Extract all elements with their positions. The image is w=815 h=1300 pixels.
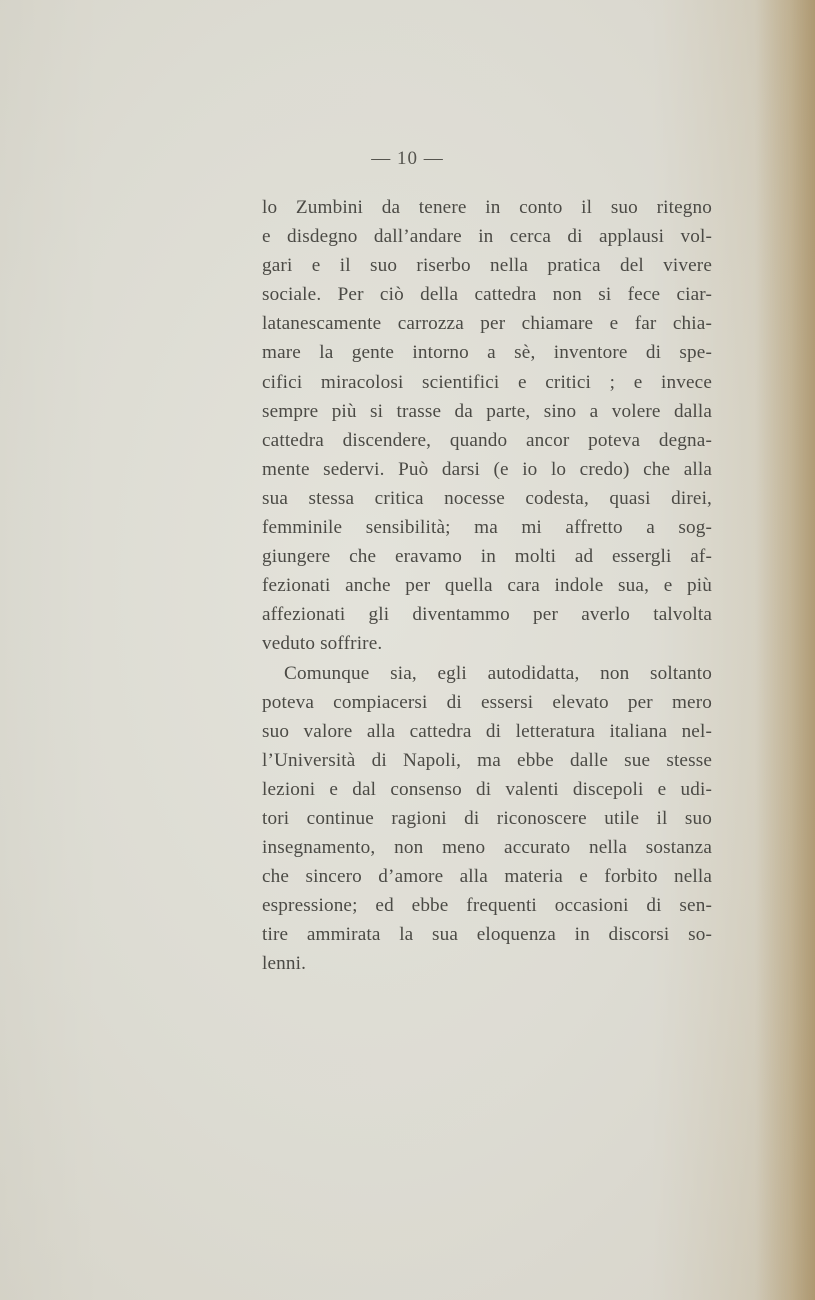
text-line: lo Zumbini da tenere in conto il suo ritegno xyxy=(262,197,712,218)
text-line: mente sedervi. Può darsi (e io lo credo) che alla xyxy=(262,458,712,480)
text-line: l’Università di Napoli, ma ebbe dalle sue stesse xyxy=(262,749,712,771)
text-line: cifici miracolosi scientifici e critici ; e invece xyxy=(262,371,712,393)
text-line: affezionati gli diventammo per averlo talvolta xyxy=(262,604,712,626)
page-number-header: — 10 — xyxy=(371,148,444,169)
text-line: tori continue ragioni di riconoscere utile il suo xyxy=(262,807,712,829)
paragraph-1 xyxy=(262,193,712,659)
text-line: che sincero d’amore alla materia e forbito nella xyxy=(262,866,712,888)
text-line: fezionati anche per quella cara indole sua, e più xyxy=(262,575,712,597)
text-line: sociale. Per ciò della cattedra non si fece ciar- xyxy=(262,284,712,306)
text-line: Comunque sia, egli autodidatta, non soltanto xyxy=(284,662,712,684)
text-line: mare la gente intorno a sè, inventore di spe- xyxy=(262,342,712,364)
text-line: poteva compiacersi di essersi elevato per mero xyxy=(262,691,712,713)
text-line: femminile sensibilità; ma mi affretto a sog- xyxy=(262,517,712,539)
text-line: veduto soffrire. xyxy=(262,633,383,655)
text-line: cattedra discendere, quando ancor poteva degna- xyxy=(262,429,712,451)
text-line: sua stessa critica nocesse codesta, quasi direi, xyxy=(262,487,712,509)
body-text xyxy=(262,193,712,979)
text-line: sempre più si trasse da parte, sino a volere dalla xyxy=(262,400,712,422)
text-line: latanescamente carrozza per chiamare e far chia- xyxy=(262,313,712,335)
text-line: lenni. xyxy=(262,953,307,975)
page-edge-shadow xyxy=(755,0,815,1300)
text-line: espressione; ed ebbe frequenti occasioni di sen- xyxy=(262,895,712,917)
text-line: gari e il suo riserbo nella pratica del vivere xyxy=(262,255,712,277)
text-line: lezioni e dal consenso di valenti discepoli e udi- xyxy=(262,778,712,800)
text-line: insegnamento, non meno accurato nella sostanza xyxy=(262,837,712,859)
text-line: e disdegno dall’andare in cerca di applausi vol- xyxy=(262,226,712,248)
paragraph-2 xyxy=(262,659,712,979)
text-line: suo valore alla cattedra di letteratura italiana nel- xyxy=(262,720,712,742)
text-line: giungere che eravamo in molti ad essergli af- xyxy=(262,546,712,568)
text-line: tire ammirata la sua eloquenza in discorsi so- xyxy=(262,924,712,946)
